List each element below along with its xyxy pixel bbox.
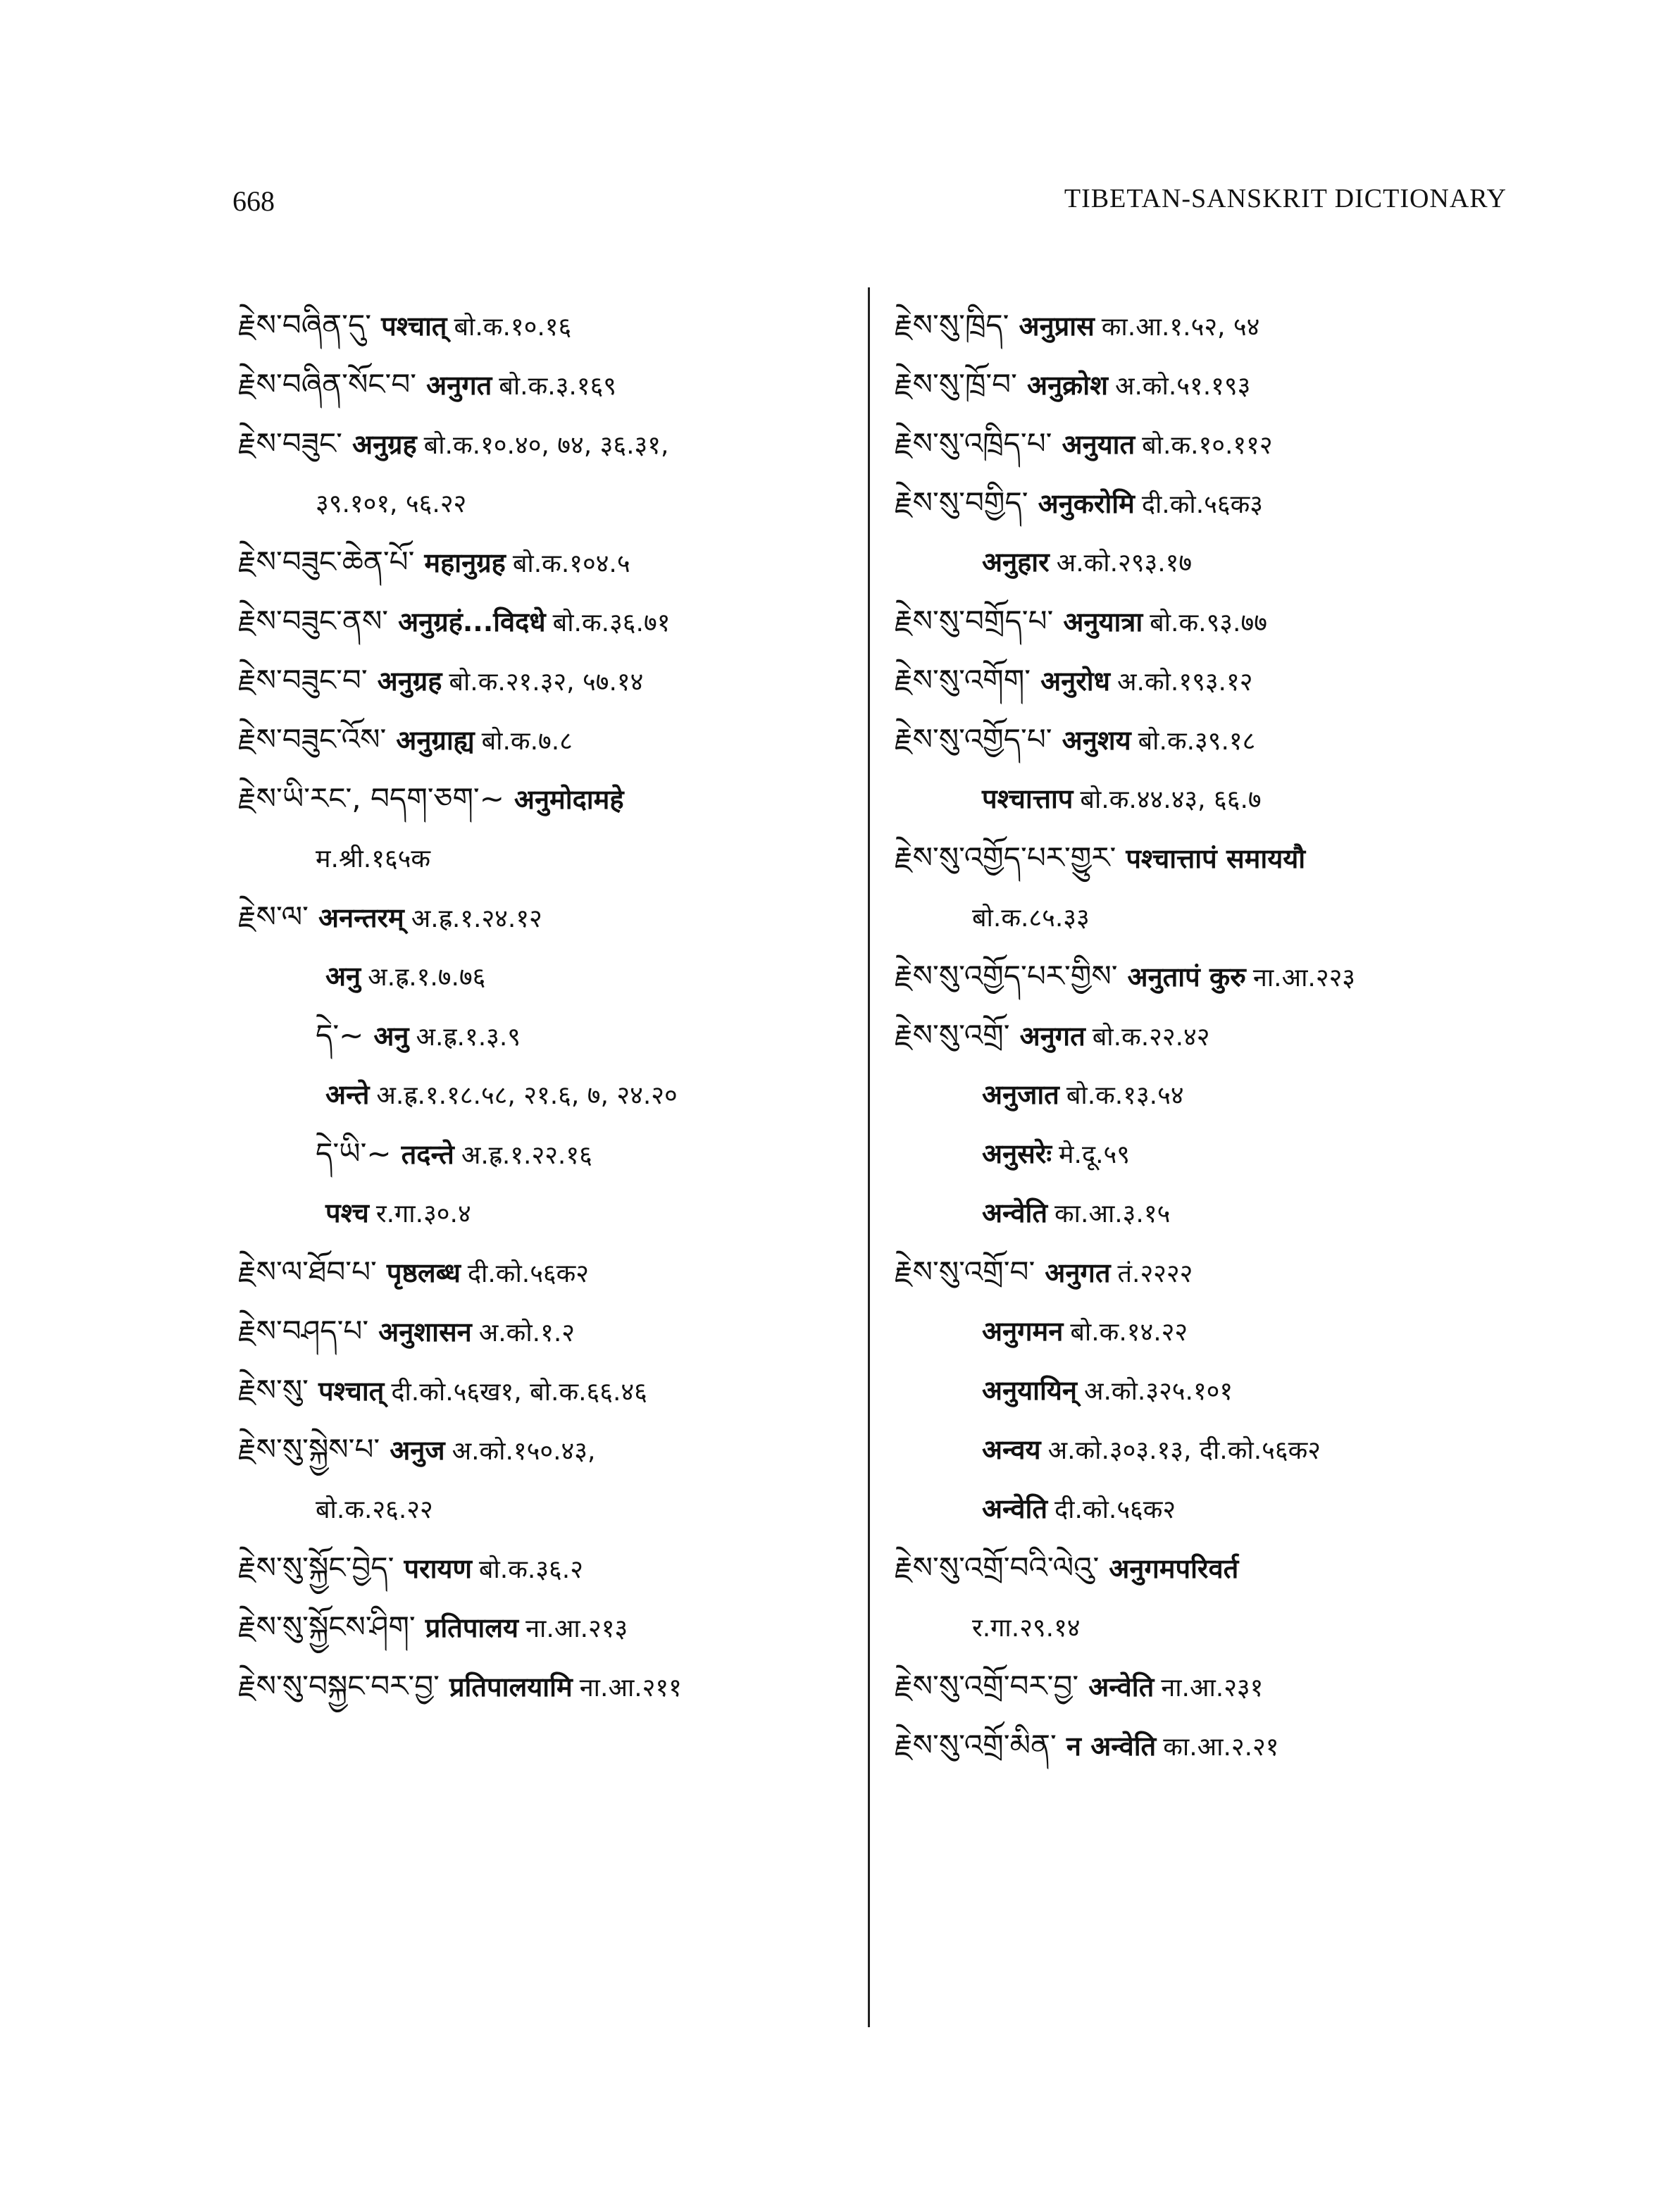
sanskrit-equivalent: अन्वेति [982, 1197, 1048, 1228]
dictionary-entry-line [895, 355, 1529, 414]
source-reference: बो.क.८५.३३ [972, 904, 1090, 933]
source-reference: ३९.१०१, ५६.२२ [316, 490, 467, 518]
sanskrit-equivalent: पृष्ठलब्ध [386, 1257, 461, 1288]
tibetan-headword: རྗེས་སུ་འགྲོ་བར་བྱ་ [895, 1669, 1079, 1703]
sanskrit-equivalent: प्रतिपालयामि [449, 1671, 573, 1702]
sanskrit-equivalent: अनुप्रास [1019, 311, 1095, 342]
dictionary-entry-line [238, 1302, 858, 1361]
source-reference: दी.को.५६क३ [1141, 490, 1263, 519]
sanskrit-equivalent: पश्च [325, 1197, 369, 1228]
tibetan-headword: རྗེས་སུ་སྐྱོངས་ཤིག་ [238, 1610, 416, 1644]
source-reference: बो.क.२२.४२ [1092, 1023, 1210, 1052]
tibetan-headword: རྗེས་སུ་སྐྱོང་བྱེད་ [238, 1550, 394, 1585]
source-reference: बो.क.१०.११२ [1142, 431, 1273, 460]
source-reference: अ.को.१.२ [478, 1319, 575, 1347]
source-reference: बो.क.१०.१६ [454, 313, 572, 342]
tibetan-headword: རྗེས་བཟུང་འོས་ [238, 722, 387, 757]
sanskrit-equivalent: अनुरोध [1040, 666, 1111, 697]
source-reference: अ.को.१५०.४३, [452, 1437, 596, 1466]
source-reference: म.श्री.१६५क [316, 845, 431, 873]
source-reference: बो.क.१०.४०, ७४, ३६.३१, [423, 431, 669, 460]
dictionary-entry-line [895, 1065, 1529, 1124]
dictionary-entry-line [238, 1183, 858, 1243]
tibetan-headword: རྗེས་སུ་བགྱིད་ [895, 485, 1028, 520]
dictionary-entry-line [895, 1657, 1529, 1716]
sanskrit-equivalent: अनु [325, 961, 361, 992]
column-divider [868, 287, 870, 2027]
source-reference: बो.क.३९.१८ [1138, 727, 1256, 756]
source-reference: ना.आ.२११ [579, 1674, 682, 1702]
source-reference: का.आ.२.२१ [1163, 1733, 1279, 1762]
sanskrit-equivalent: अनुक्रोश [1026, 370, 1108, 401]
dictionary-entry-line [238, 414, 858, 473]
sanskrit-equivalent: अन्वेति [982, 1493, 1048, 1524]
tibetan-headword: རྗེས་སུ་འགྱོད་པ་ [895, 722, 1052, 757]
dictionary-entry-line [238, 947, 858, 1006]
sanskrit-equivalent: अनुहार [982, 547, 1050, 578]
source-reference: र.गा.२९.१४ [972, 1614, 1081, 1643]
sanskrit-equivalent: अनुतापं कुरु [1127, 961, 1246, 992]
source-reference: बो.क.९३.७७ [1150, 609, 1267, 637]
dictionary-entry-line [895, 1598, 1529, 1657]
source-reference: बो.क.३.१६९ [499, 372, 617, 401]
sanskrit-equivalent: अनुमोदामहे [514, 784, 624, 815]
source-reference: बो.क.१०४.५ [512, 549, 630, 578]
dictionary-entry-line [238, 296, 858, 355]
sanskrit-equivalent: प्रतिपालय [425, 1612, 519, 1643]
dictionary-entry-line [238, 651, 858, 710]
source-reference: ना.आ.२२३ [1252, 964, 1356, 992]
tibetan-headword: རྗེས་བཟུང་བ་ [238, 663, 368, 697]
tibetan-headword: རྗེས་སུ་འཁྲིད་པ་ [895, 426, 1052, 461]
tibetan-headword: རྗེས་སུ་ [238, 1373, 309, 1407]
tibetan-headword: རྗེས་སུ་ཁྲོ་བ་ [895, 367, 1017, 401]
source-reference: अ.ह्र.१.२४.१२ [411, 904, 542, 933]
dictionary-entry-line [238, 769, 858, 828]
tibetan-headword: རྗེས་སུ་འགྲོ་བ་ [895, 1254, 1035, 1289]
sanskrit-equivalent: अन्वय [982, 1434, 1041, 1465]
tibetan-headword: རྗེས་སུ་འགོག་ [895, 663, 1031, 697]
sanskrit-equivalent: अनुयात्रा [1063, 606, 1143, 637]
dictionary-entry-line [895, 769, 1529, 828]
tibetan-headword: རྗེས་སུ་བསྐྱང་བར་བྱ་ [238, 1669, 440, 1703]
dictionary-entry-line [895, 1124, 1529, 1183]
dictionary-entry-line [238, 1420, 858, 1479]
running-head: TIBETAN-SANSKRIT DICTIONARY [1064, 184, 1507, 213]
dictionary-entry-line [895, 533, 1529, 592]
source-reference: मे.दू.५९ [1059, 1140, 1131, 1169]
dictionary-entry-line [895, 1716, 1529, 1775]
dictionary-entry-line [238, 888, 858, 947]
dictionary-entry-line [895, 1479, 1529, 1538]
tibetan-headword: རྗེས་བཟུང་ནས་ [238, 604, 389, 638]
tibetan-headword: རྗེས་སུ་ཁྲིད་ [895, 308, 1009, 342]
dictionary-entry-line [895, 1006, 1529, 1065]
source-reference: अ.को.२९३.१७ [1056, 549, 1193, 578]
sanskrit-equivalent: अनुयायिन् [982, 1375, 1077, 1406]
sanskrit-equivalent: अनुज [390, 1435, 445, 1466]
source-reference: अ.को.३२५.१०१ [1083, 1377, 1233, 1406]
dictionary-entry-line [895, 1538, 1529, 1598]
source-reference: अ.ह्र.१.१८.५८, २१.६, ७, २४.२० [376, 1081, 678, 1110]
right-column [895, 296, 1529, 1775]
dictionary-entry-line [895, 473, 1529, 533]
dictionary-entry-line [895, 592, 1529, 651]
source-reference: बो.क.२६.२२ [316, 1495, 433, 1524]
sanskrit-equivalent: अनुगत [426, 370, 492, 401]
dictionary-entry-line [238, 1065, 858, 1124]
tibetan-headword: རྗེས་བཟུང་ཆེན་པོ་ [238, 544, 415, 579]
sanskrit-equivalent: अनुग्रहं...विदधे [398, 606, 546, 637]
dictionary-entry-line [895, 710, 1529, 769]
dictionary-entry-line [895, 947, 1529, 1006]
sanskrit-equivalent: अनुकरोमि [1038, 488, 1135, 519]
dictionary-entry-line [895, 1183, 1529, 1243]
dictionary-entry-line [238, 1006, 858, 1065]
sanskrit-equivalent: पश्चात्तापं समाययौ [1126, 843, 1306, 874]
tibetan-headword: རྗེས་སུ་འགྲོ་བའི་ལེའུ་ [895, 1550, 1100, 1585]
source-reference: अ.को.५१.१९३ [1114, 372, 1251, 401]
dictionary-entry-line [895, 651, 1529, 710]
sanskrit-equivalent: अनुगत [1045, 1257, 1111, 1288]
dictionary-entry-line [238, 1361, 858, 1420]
source-reference: बो.क.१४.२२ [1070, 1318, 1188, 1347]
dictionary-entry-line [238, 1657, 858, 1716]
source-reference: ना.आ.२१३ [525, 1614, 628, 1643]
source-reference: का.आ.१.५२, ५४ [1101, 313, 1260, 342]
sanskrit-equivalent: तदन्ते [401, 1139, 454, 1170]
left-column [238, 296, 858, 1716]
source-reference: अ.को.१९३.१२ [1117, 668, 1253, 697]
tibetan-headword: རྗེས་ཡི་རང་, བདག་ཅག་~ [238, 781, 504, 816]
tibetan-headword: རྗེས་སུ་འགྱོད་པར་གྱིས་ [895, 959, 1118, 993]
source-reference: अ.ह्र.१.७.७६ [368, 963, 486, 992]
page-number: 668 [232, 185, 275, 217]
sanskrit-equivalent: अन्ते [325, 1079, 370, 1110]
dictionary-entry-line [238, 710, 858, 769]
dictionary-entry-line [895, 828, 1529, 888]
tibetan-headword: རྗེས་སུ་འགྲོ་ [895, 1018, 1010, 1052]
sanskrit-equivalent: अनुगत [1019, 1021, 1085, 1052]
sanskrit-equivalent: पश्चात् [318, 1376, 385, 1407]
source-reference: का.आ.३.१५ [1054, 1200, 1171, 1228]
source-reference: बो.क.४४.४३, ६६.७ [1080, 785, 1262, 814]
tibetan-headword: རྗེས་སུ་འགྱོད་པར་གྱུར་ [895, 840, 1116, 875]
dictionary-entry-line [895, 1243, 1529, 1302]
sanskrit-equivalent: अनुयात [1062, 429, 1135, 460]
dictionary-entry-line [238, 1124, 858, 1183]
tibetan-headword: རྗེས་བཞིན་དུ་ [238, 308, 372, 342]
dictionary-entry-line [238, 1479, 858, 1538]
sanskrit-equivalent: परायण [404, 1553, 472, 1584]
source-reference: अ.ह्र.१.३.९ [416, 1023, 521, 1052]
sanskrit-equivalent: महानुग्रह [424, 547, 506, 578]
dictionary-entry-line [238, 592, 858, 651]
sanskrit-equivalent: अनुगमपरिवर्त [1109, 1553, 1239, 1584]
source-reference: दी.को.५६क२ [467, 1259, 590, 1288]
dictionary-entry-line [895, 1302, 1529, 1361]
dictionary-entry-line [895, 1361, 1529, 1420]
sanskrit-equivalent: अनन्तरम् [318, 902, 404, 933]
source-reference: बो.क.३६.२ [478, 1555, 583, 1584]
dictionary-entry-line [238, 828, 858, 888]
dictionary-entry-line [238, 1243, 858, 1302]
sanskrit-equivalent: अनुग्रह [377, 666, 442, 697]
source-reference: अ.को.३०३.१३, दी.को.५६क२ [1047, 1436, 1321, 1465]
source-reference: ना.आ.२३१ [1161, 1674, 1264, 1702]
dictionary-entry-line [238, 1598, 858, 1657]
dictionary-entry-line [238, 533, 858, 592]
tibetan-headword: རྗེས་སུ་འགྲོ་མིན་ [895, 1728, 1057, 1762]
dictionary-entry-line [895, 888, 1529, 947]
tibetan-headword: རྗེས་སུ་སྐྱེས་པ་ [238, 1432, 380, 1467]
source-reference: तं.२२२२ [1117, 1259, 1193, 1288]
tibetan-headword: དེ་ཡི་~ [316, 1136, 392, 1171]
sanskrit-equivalent: अनुग्रह [351, 429, 417, 460]
sanskrit-equivalent: अनुशासन [378, 1316, 472, 1347]
tibetan-headword: རྗེས་སུ་བགྲོད་པ་ [895, 604, 1054, 638]
source-reference: बो.क.७.८ [481, 727, 573, 756]
tibetan-headword: རྗེས་བཞིན་སོང་བ་ [238, 367, 417, 401]
sanskrit-equivalent: अनुशय [1062, 725, 1131, 756]
dictionary-entry-line [895, 296, 1529, 355]
tibetan-headword: རྗེས་བཟུང་ [238, 426, 342, 461]
sanskrit-equivalent: अनु [373, 1021, 409, 1052]
source-reference: दी.को.५६क२ [1054, 1495, 1176, 1524]
source-reference: बो.क.१३.५४ [1066, 1081, 1184, 1110]
sanskrit-equivalent: न अन्वेति [1066, 1731, 1157, 1762]
dictionary-entry-line [895, 1420, 1529, 1479]
sanskrit-equivalent: अनुगमन [982, 1316, 1064, 1347]
sanskrit-equivalent: पश्चात्ताप [982, 783, 1074, 814]
source-reference: दी.को.५६ख१, बो.क.६६.४६ [391, 1378, 647, 1407]
source-reference: र.गा.३०.४ [375, 1200, 471, 1228]
sanskrit-equivalent: पश्चात् [381, 311, 447, 342]
sanskrit-equivalent: अनुजात [982, 1079, 1059, 1110]
sanskrit-equivalent: अन्वेति [1088, 1671, 1155, 1702]
source-reference: अ.ह्र.१.२२.१६ [461, 1141, 592, 1170]
tibetan-headword: རྗེས་བཤད་པ་ [238, 1314, 369, 1348]
dictionary-entry-line [238, 355, 858, 414]
tibetan-headword: དེ་~ [316, 1018, 364, 1052]
dictionary-entry-line [238, 1538, 858, 1598]
tibetan-headword: རྗེས་ལ་ [238, 899, 309, 934]
source-reference: बो.क.३६.७१ [552, 609, 671, 637]
sanskrit-equivalent: अनुग्राह्य [396, 725, 475, 756]
dictionary-entry-line [238, 473, 858, 533]
sanskrit-equivalent: अनुसरेः [982, 1138, 1052, 1169]
dictionary-entry-line [895, 414, 1529, 473]
source-reference: बो.क.२१.३२, ५७.१४ [449, 668, 644, 697]
tibetan-headword: རྗེས་ལ་ཐོབ་པ་ [238, 1254, 377, 1289]
